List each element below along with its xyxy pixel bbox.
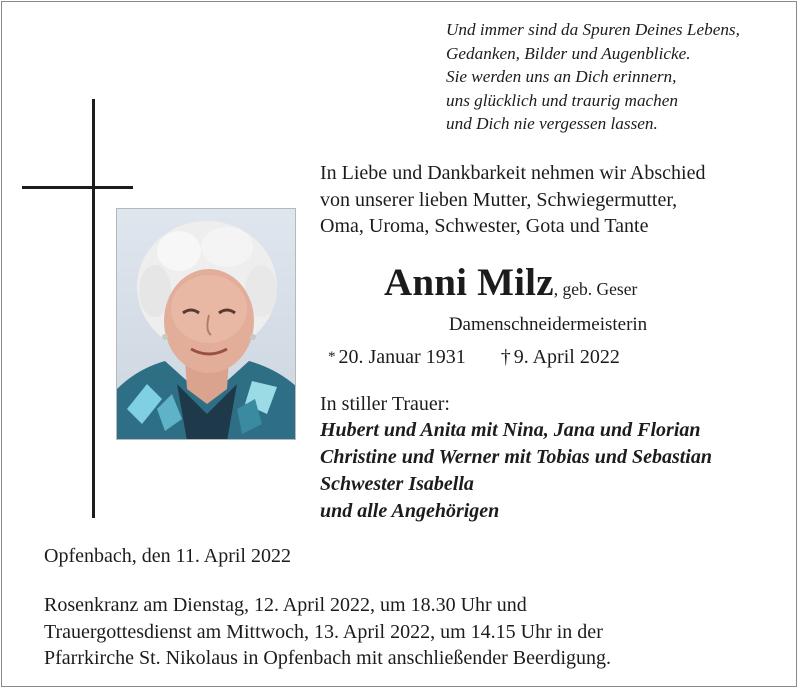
intro-text xyxy=(320,160,705,240)
intro-line: von unserer lieben Mutter, Schwiegermutter, xyxy=(320,188,678,211)
service-details xyxy=(44,592,611,672)
portrait-photo xyxy=(116,208,296,440)
poem xyxy=(446,18,791,136)
poem-line: Und immer sind da Spuren Deines Lebens, xyxy=(446,20,740,39)
mourner-line: Christine und Werner mit Tobias und Sebastian xyxy=(320,446,712,468)
service-line: Pfarrkirche St. Nikolaus in Opfenbach mit anschließender Beerdigung. xyxy=(44,647,612,669)
mourning-label: In stiller Trauer: xyxy=(320,393,450,415)
poem-line: Sie werden uns an Dich erinnern, xyxy=(446,67,677,86)
deceased-name: Anni Milz xyxy=(384,261,554,304)
cross-icon xyxy=(92,99,95,518)
service-line: Trauergottesdienst am Mittwoch, 13. April 2022, um 14.15 Uhr in der xyxy=(44,620,603,643)
deceased-name-line xyxy=(384,258,637,308)
portrait-illustration xyxy=(117,209,296,440)
birth-star-icon: * xyxy=(328,349,336,365)
cross-icon-crossbar xyxy=(22,186,133,189)
place-date: Opfenbach, den 11. April 2022 xyxy=(44,545,291,567)
poem-line: und Dich nie vergessen lassen. xyxy=(446,114,658,133)
mourner-line: Schwester Isabella xyxy=(320,473,474,495)
life-dates xyxy=(328,343,620,371)
death-date: 9. April 2022 xyxy=(513,346,620,368)
poem-line: Gedanken, Bilder und Augenblicke. xyxy=(446,43,691,63)
poem-line: uns glücklich und traurig machen xyxy=(446,90,678,110)
birth-date: 20. Januar 1931 xyxy=(338,346,466,368)
intro-line: In Liebe und Dankbarkeit nehmen wir Abschied xyxy=(320,162,706,184)
death-cross-icon: † xyxy=(500,346,511,368)
service-line: Rosenkranz am Dienstag, 12. April 2022, um 18.30 Uhr und xyxy=(44,594,527,616)
profession: Damenschneidermeisterin xyxy=(448,314,648,335)
intro-line: Oma, Uroma, Schwester, Gota und Tante xyxy=(320,215,649,237)
maiden-name: , geb. Geser xyxy=(553,279,638,299)
mourners-list xyxy=(320,417,712,525)
mourner-line: und alle Angehörigen xyxy=(320,500,500,522)
mourner-line: Hubert und Anita mit Nina, Jana und Florian xyxy=(320,419,701,441)
